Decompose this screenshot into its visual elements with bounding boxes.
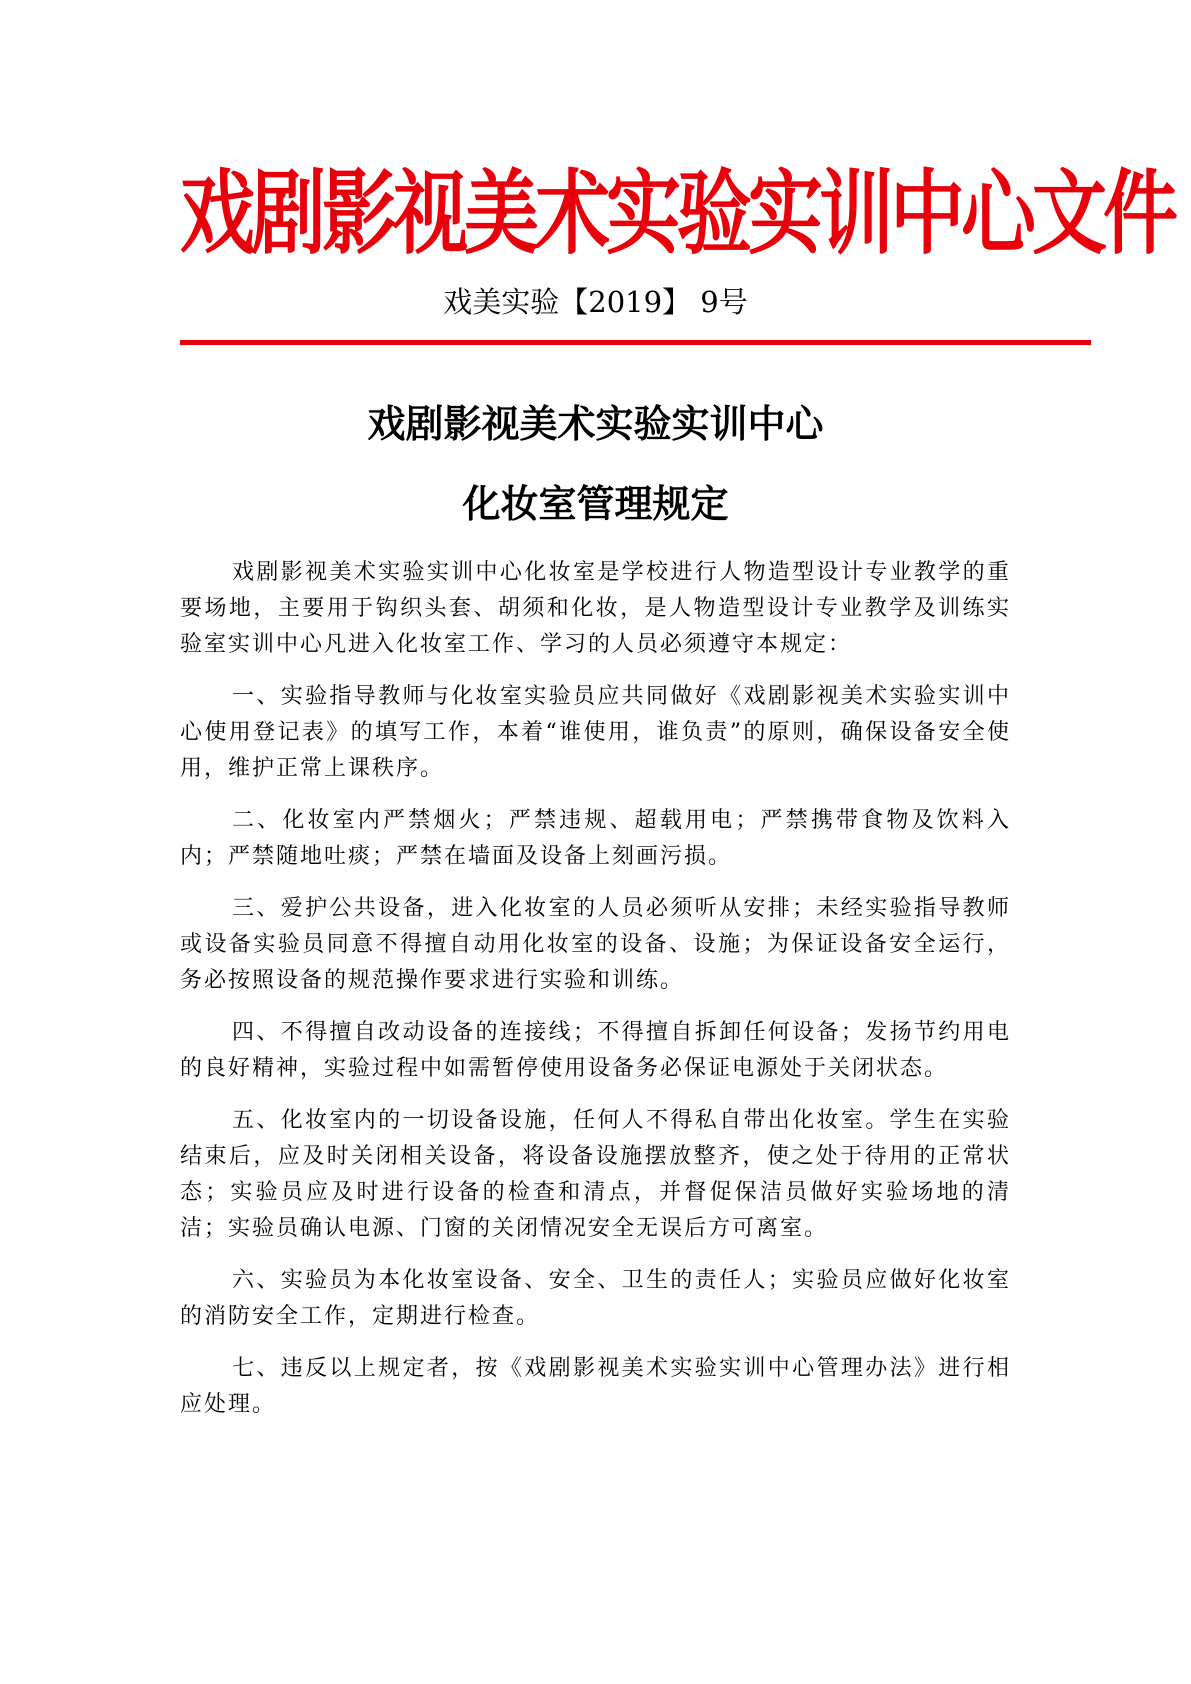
rule-paragraph-2: 二、化妆室内严禁烟火；严禁违规、超载用电；严禁携带食物及饮料入内；严禁随地吐痰；严禁在墙面及设备上刻画污损。 [180,808,1011,869]
rule-paragraph-7: 七、违反以上规定者，按《戏剧影视美术实验实训中心管理办法》进行相应处理。 [180,1356,1011,1417]
document-number: 戏美实验【2019】 9号 [443,285,748,319]
red-separator-line [180,340,1091,345]
rule-paragraph-5: 五、化妆室内的一切设备设施，任何人不得私自带出化妆室。学生在实验结束后，应及时关闭相关设备，将设备设施摆放整齐，使之处于待用的正常状态；实验员应及时进行设备的检查和清点，并督促保洁员做好实验场地的清洁；实验员确认电源、门窗的关闭情况安全无误后方可离室。 [180,1108,1011,1241]
intro-paragraph: 戏剧影视美术实验实训中心化妆室是学校进行人物造型设计专业教学的重要场地，主要用于钩织头套、胡须和化妆，是人物造型设计专业教学及训练实验室实训中心凡进入化妆室工作、学习的人员必须遵守本规定： [180,560,1011,657]
issuer-header: 戏剧影视美术实验实训中心文件 [180,159,1175,267]
rule-paragraph-4: 四、不得擅自改动设备的连接线；不得擅自拆卸任何设备；发扬节约用电的良好精神，实验过程中如需暂停使用设备务必保证电源处于关闭状态。 [180,1020,1011,1081]
rule-paragraph-3: 三、爱护公共设备，进入化妆室的人员必须听从安排；未经实验指导教师或设备实验员同意不得擅自动用化妆室的设备、设施；为保证设备安全运行，务必按照设备的规范操作要求进行实验和训练。 [180,896,1011,993]
rule-paragraph-6: 六、实验员为本化妆室设备、安全、卫生的责任人；实验员应做好化妆室的消防安全工作，定期进行检查。 [180,1268,1011,1329]
title-line-1: 戏剧影视美术实验实训中心 [367,402,824,446]
rule-paragraph-1: 一、实验指导教师与化妆室实验员应共同做好《戏剧影视美术实验实训中心使用登记表》的填写工作，本着“谁使用，谁负责”的原则，确保设备安全使用，维护正常上课秩序。 [180,684,1011,781]
document-body [180,555,1011,1439]
title-line-2: 化妆室管理规定 [462,482,729,526]
